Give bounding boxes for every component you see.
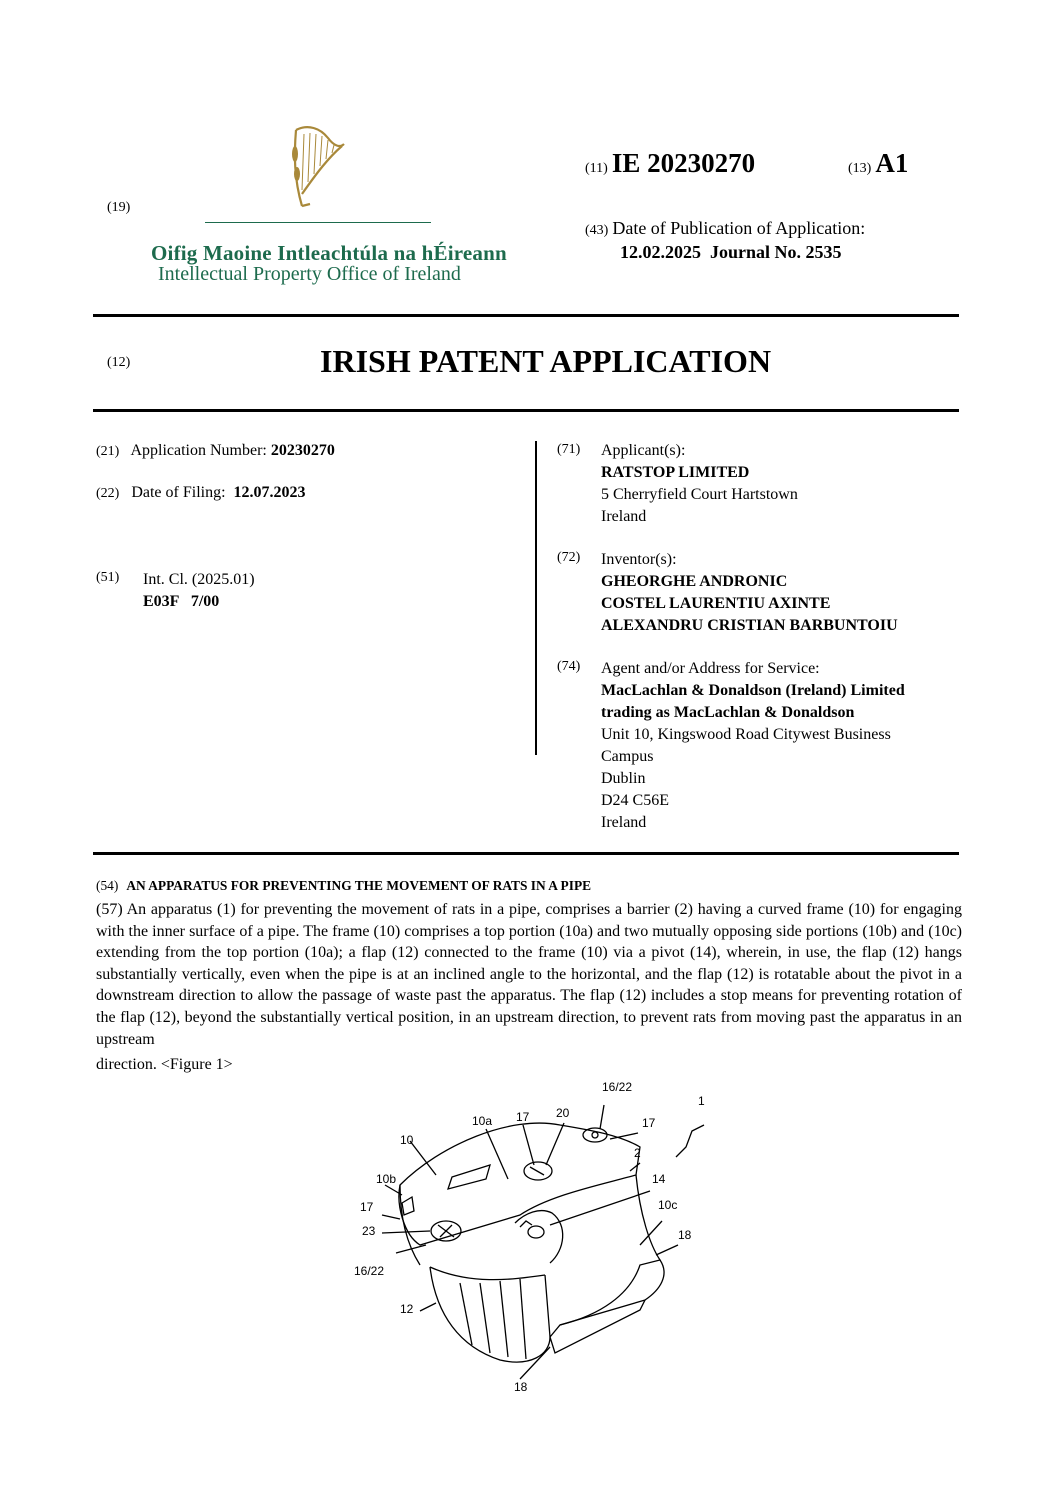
fig-label: 10a — [472, 1114, 493, 1128]
applicant-address-line: Ireland — [601, 508, 647, 525]
fig-label: 14 — [652, 1172, 666, 1186]
inventor-name: ALEXANDRU CRISTIAN BARBUNTOIU — [601, 617, 898, 634]
application-number-value: 20230270 — [270, 442, 335, 459]
fig-label: 17 — [516, 1110, 530, 1124]
abstract — [96, 899, 962, 1050]
abstract-tail: direction. <Figure 1> — [96, 1056, 233, 1073]
agent-label: Agent and/or Address for Service: — [601, 660, 820, 677]
applicant-name: RATSTOP LIMITED — [601, 464, 750, 481]
agent-address-line: Campus — [601, 748, 654, 765]
inid-code-51: (51) — [96, 570, 120, 585]
fig-label: 20 — [556, 1106, 570, 1120]
inid-code-57: (57) — [96, 901, 123, 918]
inid-code-19: (19) — [107, 200, 131, 215]
publication-number: IE 20230270 — [611, 148, 756, 178]
document-title: IRISH PATENT APPLICATION — [320, 343, 772, 379]
agent-address-line: Dublin — [601, 770, 646, 787]
invention-title-row — [96, 877, 591, 895]
bottom-rule — [93, 852, 959, 855]
fig-label: 18 — [514, 1380, 528, 1394]
office-name-irish: Oifig Maoine Intleachtúla na hÉireann — [151, 241, 507, 265]
fig-label: 16/22 — [354, 1264, 385, 1278]
fig-label: 10c — [658, 1198, 678, 1212]
agent-address-line: Unit 10, Kingswood Road Citywest Business — [601, 726, 891, 743]
filing-date-value: 12.07.2023 — [233, 484, 306, 501]
title-rule — [93, 409, 959, 412]
fig-label: 12 — [400, 1302, 414, 1316]
application-number-row — [96, 440, 335, 463]
fig-label: 2 — [634, 1146, 641, 1160]
frame-side-right — [560, 1175, 660, 1325]
fig-label: 23 — [362, 1224, 376, 1238]
inid-code-72: (72) — [557, 550, 581, 565]
agent-address-line: Ireland — [601, 814, 647, 831]
fig-label: 10b — [376, 1172, 397, 1186]
int-cl-value: E03F 7/00 — [143, 593, 220, 610]
inventor-name: GHEORGHE ANDRONIC — [601, 573, 788, 590]
fixing-hole — [583, 1128, 607, 1142]
fig-label: 18 — [678, 1228, 692, 1242]
flap-tail — [550, 1300, 645, 1353]
pivot-bracket — [515, 1211, 563, 1263]
agent-name-line: MacLachlan & Donaldson (Ireland) Limited — [601, 682, 905, 699]
abstract-text: An apparatus (1) for preventing the movement of rats in a pipe, comprises a barrier (2) having a curved frame (10) for engaging with the inner surface of a pipe. The frame (10) comprises a top portion (10a) and two mutually opposing side portions (10b) and (10c) extending from the top portion (10a); a flap (12) connected to the frame (10) via a pivot (14), wherein, in use, the flap (12) hangs substantially vertically, even when the pipe is at an inclined angle to the horizontal, and the flap (12) is rotatable about the pivot in a downstream direction to allow the passage of waste past the apparatus. The flap (12) includes a stop means for preventing rotation of the flap (12), beyond the substantially vertical position, in an upstream direction, to prevent rats from moving past the apparatus in an upstream — [96, 901, 962, 1048]
filing-date-row — [96, 482, 306, 505]
int-cl-label: Int. Cl. (2025.01) — [143, 571, 255, 588]
figure-1-drawing — [340, 1075, 720, 1395]
agent-block — [601, 658, 905, 834]
agent-address-line: D24 C56E — [601, 792, 669, 809]
publication-date-line — [585, 218, 865, 239]
agent-name-line: trading as MacLachlan & Donaldson — [601, 704, 855, 721]
top-rule — [93, 314, 959, 317]
publication-date-value: 12.02.2025 Journal No. 2535 — [620, 242, 842, 262]
applicant-label: Applicant(s): — [601, 442, 686, 459]
inventor-block — [601, 549, 898, 637]
inid-code-54: (54) — [96, 878, 119, 893]
column-divider — [535, 441, 537, 755]
office-name-english: Intellectual Property Office of Ireland — [158, 263, 461, 285]
filing-date-label: Date of Filing: — [131, 484, 226, 501]
logo-underline — [205, 222, 431, 223]
fig-label: 1 — [698, 1094, 705, 1108]
inid-code-22: (22) — [96, 486, 120, 501]
inid-code-13: (13) — [848, 161, 872, 176]
inid-code-71: (71) — [557, 442, 581, 457]
inid-code-11: (11) — [585, 161, 608, 176]
kind-code: A1 — [875, 148, 909, 178]
inventor-label: Inventor(s): — [601, 551, 677, 568]
inid-code-21: (21) — [96, 444, 120, 459]
application-number-label: Application Number: — [130, 442, 267, 459]
fig-label: 16/22 — [602, 1080, 633, 1094]
kind-code-line — [848, 148, 908, 179]
publication-number-line — [585, 148, 755, 179]
flap-outline — [430, 1267, 550, 1362]
applicant-address-line: 5 Cherryfield Court Hartstown — [601, 486, 798, 503]
fig-label: 17 — [642, 1116, 656, 1130]
fig-label: 10 — [400, 1133, 414, 1147]
publication-date-label: Date of Publication of Application: — [612, 218, 866, 238]
inid-code-12: (12) — [107, 355, 131, 370]
applicant-block — [601, 440, 798, 528]
inventor-name: COSTEL LAURENTIU AXINTE — [601, 595, 831, 612]
inid-code-43: (43) — [585, 223, 609, 238]
frame-top-edge — [400, 1185, 420, 1265]
fig-label: 17 — [360, 1200, 374, 1214]
invention-title: AN APPARATUS FOR PREVENTING THE MOVEMENT OF RATS IN A PIPE — [126, 878, 592, 893]
inid-code-74: (74) — [557, 659, 581, 674]
top-slot — [448, 1165, 490, 1189]
harp-logo — [286, 124, 348, 210]
frame-top-outline — [399, 1123, 640, 1245]
